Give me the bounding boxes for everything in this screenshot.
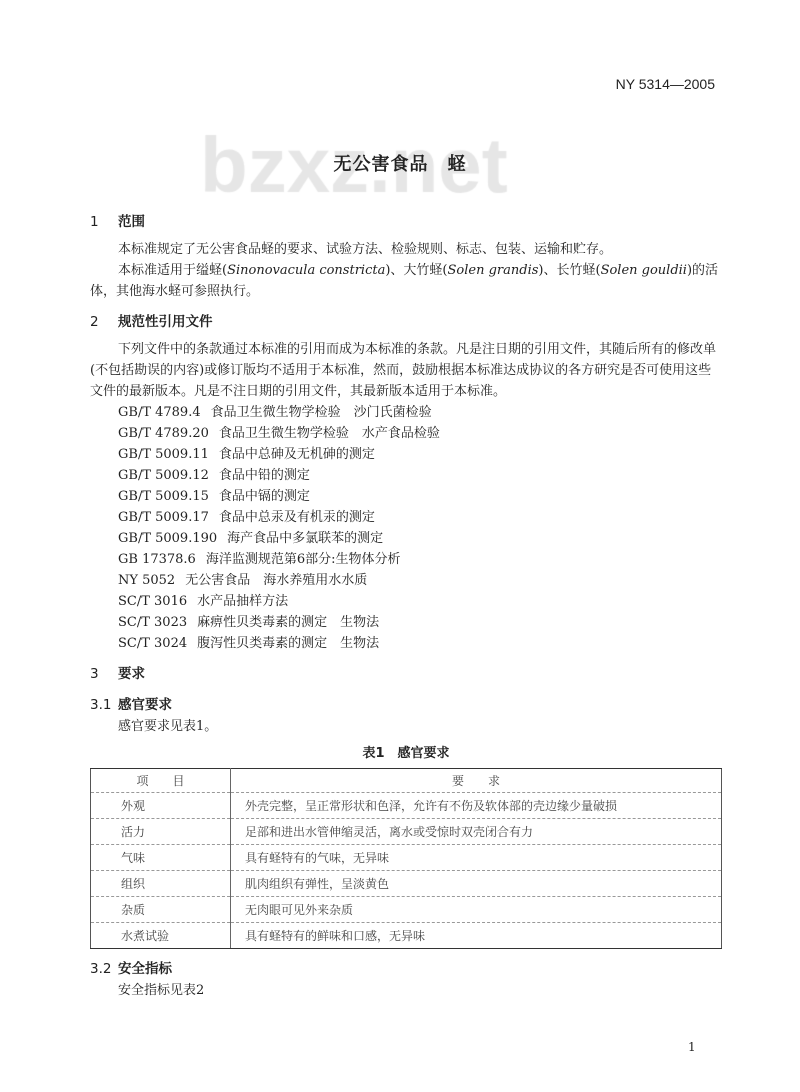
section-3-1-text: 感官要求见表1。 — [118, 719, 218, 734]
reference-item — [118, 486, 722, 507]
reference-item — [118, 591, 722, 612]
reference-code: SC/T 3023 — [118, 615, 188, 630]
document-body — [90, 212, 722, 1001]
table-row — [91, 793, 722, 819]
table-cell: 活力 — [91, 819, 231, 845]
section-2-heading — [90, 312, 722, 333]
section-1-heading — [90, 212, 722, 233]
section-3-2-heading — [90, 959, 722, 980]
reference-title: 食品中铅的测定 — [218, 468, 310, 483]
reference-title: 食品中总砷及无机砷的测定 — [218, 447, 375, 462]
table-row — [91, 923, 722, 949]
reference-code: SC/T 3024 — [118, 636, 188, 651]
table-row — [91, 871, 722, 897]
reference-list — [118, 402, 722, 654]
section-number: 3 — [90, 666, 99, 682]
reference-title: 无公害食品 海水养殖用水水质 — [185, 573, 368, 588]
table-cell: 足部和进出水管伸缩灵活，离水或受惊时双壳闭合有力 — [231, 819, 722, 845]
section-number: 3.2 — [90, 961, 112, 977]
reference-code: GB/T 4789.20 — [118, 426, 209, 441]
sensory-requirements-table — [90, 768, 722, 949]
table-cell: 水煮试验 — [91, 923, 231, 949]
reference-code: GB/T 5009.12 — [118, 468, 209, 483]
table-header-row — [91, 769, 722, 793]
reference-code: GB/T 4789.4 — [118, 405, 201, 420]
reference-item — [118, 549, 722, 570]
table-cell: 无肉眼可见外来杂质 — [231, 897, 722, 923]
species-name: Solen grandis — [447, 263, 539, 278]
reference-title: 食品卫生微生物学检验 水产食品检验 — [218, 426, 440, 441]
reference-code: GB 17378.6 — [118, 552, 196, 567]
reference-title: 食品中总汞及有机汞的测定 — [218, 510, 375, 525]
table-caption: 表1 感官要求 — [362, 746, 450, 761]
section-title: 规范性引用文件 — [118, 314, 213, 330]
table-cell: 外壳完整，呈正常形状和色泽，允许有不伤及软体部的壳边缘少量破损 — [231, 793, 722, 819]
page-number: 1 — [688, 1040, 696, 1054]
reference-item — [118, 570, 722, 591]
column-header: 项 目 — [91, 769, 231, 793]
reference-title: 水产品抽样方法 — [197, 594, 289, 609]
reference-title: 海产食品中多氯联苯的测定 — [227, 531, 384, 546]
table-row — [91, 845, 722, 871]
table-row — [91, 819, 722, 845]
reference-item — [118, 612, 722, 633]
reference-code: GB/T 5009.17 — [118, 510, 209, 525]
table-cell: 气味 — [91, 845, 231, 871]
reference-title: 腹泻性贝类毒素的测定 生物法 — [197, 636, 380, 651]
text-run: )、大竹蛏( — [385, 263, 448, 278]
reference-title: 食品中镉的测定 — [218, 489, 310, 504]
reference-title: 海洋监测规范第6部分:生物体分析 — [205, 552, 401, 567]
section-3-2-text: 安全指标见表2 — [118, 983, 205, 998]
reference-title: 食品卫生微生物学检验 沙门氏菌检验 — [210, 405, 432, 420]
reference-item — [118, 507, 722, 528]
reference-code: SC/T 3016 — [118, 594, 188, 609]
section-title: 感官要求 — [118, 697, 172, 713]
text-run: 本标准适用于缢蛏( — [118, 263, 228, 278]
table-cell: 肌肉组织有弹性，呈淡黄色 — [231, 871, 722, 897]
reference-item — [118, 465, 722, 486]
section-3-1-heading — [90, 695, 722, 716]
reference-item — [118, 402, 722, 423]
column-header: 要 求 — [231, 769, 722, 793]
reference-item — [118, 528, 722, 549]
section-title: 范围 — [118, 214, 145, 230]
section-number: 1 — [90, 214, 99, 230]
table-cell: 杂质 — [91, 897, 231, 923]
page-title: 无公害食品 蛏 — [333, 154, 467, 175]
reference-code: NY 5052 — [118, 573, 176, 588]
text-run: )、长竹蛏( — [538, 263, 601, 278]
reference-title: 麻痹性贝类毒素的测定 生物法 — [197, 615, 380, 630]
document-id: NY 5314—2005 — [615, 76, 715, 92]
section-1-para-2 — [90, 260, 722, 302]
text-run: )的活体，其他海水蛏可参照执行。 — [90, 263, 719, 299]
section-title: 安全指标 — [118, 961, 172, 977]
section-2-intro: 下列文件中的条款通过本标准的引用而成为本标准的条款。凡是注日期的引用文件，其随后所有的修改单(不包括勘误的内容)或修订版均不适用于本标准，然而，鼓励根据本标准达成协议的各方研究是否可使用这些文件的最新版本。凡是不注日期的引用文件，其最新版本适用于本标准。 — [90, 342, 717, 399]
reference-code: GB/T 5009.190 — [118, 531, 218, 546]
species-name: Sinonovacula constricta — [227, 263, 386, 278]
section-3-heading — [90, 664, 722, 685]
reference-item — [118, 633, 722, 654]
reference-code: GB/T 5009.11 — [118, 447, 209, 462]
section-1-para-1: 本标准规定了无公害食品蛏的要求、试验方法、检验规则、标志、包装、运输和贮存。 — [118, 242, 613, 257]
table-row — [91, 897, 722, 923]
table-cell: 具有蛏特有的气味，无异味 — [231, 845, 722, 871]
species-name: Solen gouldii — [600, 263, 687, 278]
section-number: 3.1 — [90, 697, 112, 713]
table-cell: 外观 — [91, 793, 231, 819]
table-cell: 组织 — [91, 871, 231, 897]
section-number: 2 — [90, 314, 99, 330]
table-cell: 具有蛏特有的鲜味和口感，无异味 — [231, 923, 722, 949]
reference-code: GB/T 5009.15 — [118, 489, 209, 504]
section-title: 要求 — [118, 666, 145, 682]
reference-item — [118, 444, 722, 465]
reference-item — [118, 423, 722, 444]
